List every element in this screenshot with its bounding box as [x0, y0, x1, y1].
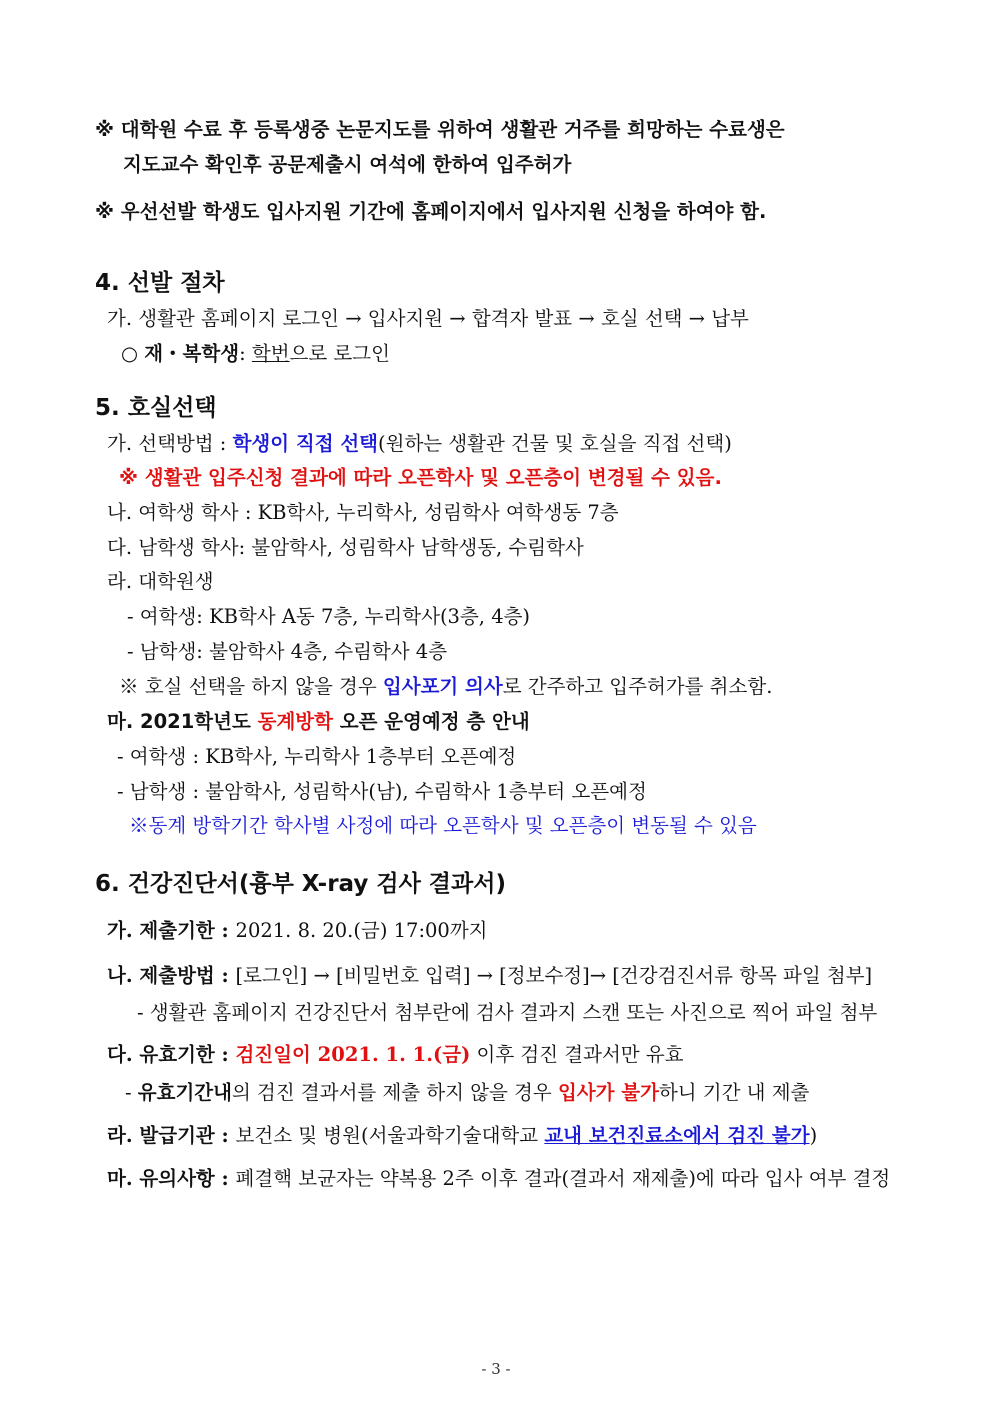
login-rest: 으로 로그인 — [289, 342, 390, 365]
issuer-label: 라. 발급기관 : — [107, 1124, 236, 1147]
circle-bullet: ○ — [121, 342, 145, 365]
sec5-da-male-dorms: 다. 남학생 학사: 불암학사, 성림학사 남학생동, 수림학사 — [107, 536, 584, 559]
caution-value: 폐결핵 보균자는 약복용 2주 이후 결과(결과서 재제출)에 따라 입사 여부 결정 — [235, 1167, 891, 1190]
sec5-ga-rest: (원하는 생활관 건물 및 호실을 직접 선택) — [378, 432, 732, 455]
sec6-ga — [107, 918, 488, 944]
sec6-da-sub — [125, 1080, 809, 1106]
deadline-value: 2021. 8. 20.(금) 17:00까지 — [235, 919, 488, 942]
issuer-value: 보건소 및 병원(서울과학기술대학교 — [235, 1124, 545, 1147]
sec5-ga — [107, 431, 732, 457]
sec5-cancel-note — [119, 674, 772, 700]
sec5-ra-graduate: 라. 대학원생 — [107, 570, 214, 593]
within-validity: 유효기간내 — [137, 1081, 232, 1104]
student-direct-select: 학생이 직접 선택 — [232, 432, 378, 455]
submit-method-value: [로그인] → [비밀번호 입력] → [정보수정]→ [건강검진서류 항목 파일 첨부] — [235, 964, 873, 987]
sec5-na-female-dorms: 나. 여학생 학사 : KB학사, 누리학사, 성림학사 여학생동 7층 — [107, 501, 619, 524]
page-number: - 3 - — [481, 1360, 511, 1378]
caution-label: 마. 유의사항 : — [107, 1167, 236, 1190]
sec6-ma — [107, 1166, 890, 1192]
sec5-ma-female: - 여학생 : KB학사, 누리학사 1층부터 오픈예정 — [117, 745, 517, 768]
sec5-ma-male: - 남학생 : 불암학사, 성림학사(남), 수림학사 1층부터 오픈예정 — [117, 780, 647, 803]
sec6-na — [107, 963, 872, 989]
section-6-title: 6. 건강진단서(흉부 X-ray 검사 결과서) — [95, 871, 506, 897]
cancel-prefix: ※ 호실 선택을 하지 않을 경우 — [119, 675, 383, 698]
student-id-underlined: 학번 — [251, 342, 290, 365]
sec6-ra — [107, 1123, 817, 1149]
issuer-close: ) — [809, 1124, 818, 1147]
cancel-rest: 로 간주하고 입주허가를 취소함. — [502, 675, 773, 698]
sec4-ga-process: 가. 생활관 홈페이지 로그인 → 입사지원 → 합격자 발표 → 호실 선택 → 납부 — [107, 307, 749, 330]
returning-student-label: 재・복학생 — [144, 342, 240, 365]
sec5-red-notice: ※ 생활관 입주신청 결과에 따라 오픈학사 및 오픈층이 변경될 수 있음. — [119, 466, 722, 489]
da-sub-rest: 하니 기간 내 제출 — [658, 1081, 810, 1104]
campus-clinic-not-allowed: 교내 보건진료소에서 검진 불가 — [544, 1124, 810, 1147]
submit-method-label: 나. 제출방법 : — [107, 964, 236, 987]
sec5-ra-male: - 남학생: 불암학사 4층, 수림학사 4층 — [127, 640, 448, 663]
section-5-title: 5. 호실선택 — [95, 395, 217, 421]
da-sub-mid: 의 검진 결과서를 제출 하지 않을 경우 — [231, 1081, 558, 1104]
winter-vacation: 동계방학 — [257, 710, 333, 733]
note-graduate-line2: 지도교수 확인후 공문제출시 여석에 한하여 입주허가 — [123, 153, 572, 176]
sec5-ma-title — [107, 709, 530, 735]
ma-prefix: 마. 2021학년도 — [107, 710, 258, 733]
ma-rest: 오픈 운영예정 층 안내 — [332, 710, 530, 733]
give-up-intent: 입사포기 의사 — [382, 675, 503, 698]
sec5-ra-female: - 여학생: KB학사 A동 7층, 누리학사(3층, 4층) — [127, 605, 531, 628]
admission-not-allowed: 입사가 불가 — [557, 1081, 659, 1104]
deadline-label: 가. 제출기한 : — [107, 919, 236, 942]
note-graduate-line1: ※ 대학원 수료 후 등록생중 논문지도를 위하여 생활관 거주를 희망하는 수료생은 — [95, 118, 785, 141]
note-priority: ※ 우선선발 학생도 입사지원 기간에 홈페이지에서 입사지원 신청을 하여야 함. — [95, 200, 767, 223]
sec6-da — [107, 1042, 684, 1068]
sec5-ma-note: ※동계 방학기간 학사별 사정에 따라 오픈학사 및 오픈층이 변동될 수 있음 — [129, 814, 757, 837]
sec6-na-sub: - 생활관 홈페이지 건강진단서 첨부란에 검사 결과지 스캔 또는 사진으로 찍어 파일 첨부 — [137, 1001, 878, 1024]
sec4-login-note — [121, 341, 390, 367]
colon: : — [239, 342, 252, 365]
validity-rest: 이후 검진 결과서만 유효 — [470, 1043, 684, 1066]
validity-label: 다. 유효기한 : — [107, 1043, 236, 1066]
dash: - — [125, 1081, 138, 1104]
sec5-ga-prefix: 가. 선택방법 : — [107, 432, 233, 455]
validity-date: 검진일이 2021. 1. 1.(금) — [235, 1043, 471, 1066]
section-4-title: 4. 선발 절차 — [95, 270, 225, 296]
